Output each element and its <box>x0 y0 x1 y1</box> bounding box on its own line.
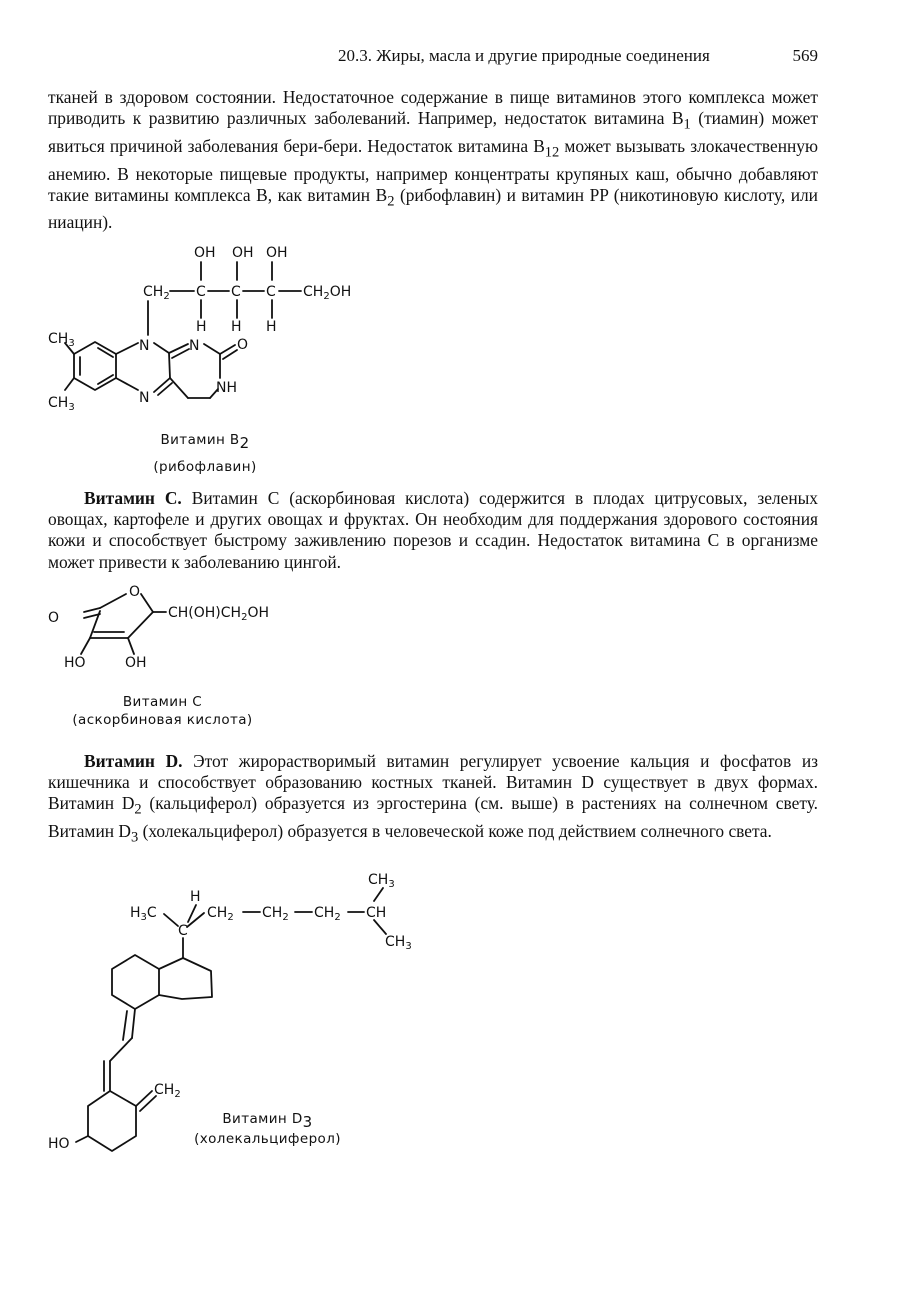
cholecalciferol-caption-common: (холекальциферол) <box>194 1131 341 1147</box>
triene-linker <box>104 1011 132 1091</box>
h3c-label: $H_3C$ <box>130 905 157 923</box>
ascorbic-caption-name: Витамин C <box>122 694 203 710</box>
c-label: C <box>231 284 241 300</box>
text-run: может вызывать злокачественную анемию. В некоторые пищевые продукты, например концентраты крупяных каш, обычно добавляют такие витамины комплекса B, как витамин B <box>48 135 818 205</box>
ch3-label: $CH_3$ <box>385 934 412 952</box>
c-label: C <box>266 284 276 300</box>
h-label: H <box>196 319 207 335</box>
riboflavin-caption-name: Витамин $B_2$ <box>160 432 250 452</box>
c-label: C <box>196 284 206 300</box>
section-title: 20.3. Жиры, масла и другие природные соединения <box>338 46 710 65</box>
oh-label: OH <box>125 655 147 671</box>
ascorbic-caption-common: (аскорбиновая кислота) <box>72 712 253 728</box>
subscript: 2 <box>387 193 395 210</box>
ch2-label: $CH_2$ <box>314 905 341 923</box>
text-run: Этот жирорастворимый витамин регулирует усвоение кальция и фосфатов из кишечника и способствует образованию костных тканей. Витамин D существует в двух формах. Витамин D <box>48 751 819 814</box>
subscript: 3 <box>130 829 139 846</box>
text-run: (рибофлавин) и витамин PP (никотиновую кислоту, или ниацин). <box>48 184 818 233</box>
h-label: H <box>231 319 242 335</box>
cholecalciferol-caption-name: Витамин $D_3$ <box>222 1111 313 1131</box>
subscript: 2 <box>134 801 142 818</box>
ho-label: HO <box>64 655 86 671</box>
cd-ring-system <box>112 955 212 1038</box>
text-run: (кальциферол) образуется из эргостерина (см. выше) в растениях на солнечном свету. Витамин D <box>48 793 818 842</box>
carbonyl-o-label: O <box>48 610 60 626</box>
oh-label: OH <box>232 245 254 261</box>
text-run: Витамин C (аскорбиновая кислота) содержится в плодах цитрусовых, зеленых овощах, картофеле и других овощах и фруктах. Он необходим для поддержания здорового состояния кожи и способствует быстрому заживлению порезов и ссадин. Недостаток витамина C в организме может привести к заболеванию цингой. <box>48 488 819 572</box>
text-run: тканей в здоровом состоянии. Недостаточное содержание в пище витаминов этого комплекса может приводить к развитию различных заболеваний. Например, недостаток витамина B <box>48 87 818 129</box>
text-run: (тиамин) может явиться причиной заболевания бери-бери. Недостаток витамина B <box>48 108 818 156</box>
ch-label: CH <box>366 905 387 921</box>
ch2oh-label: $CH_2OH$ <box>303 284 352 302</box>
ch2-label: $CH_2$ <box>154 1082 181 1100</box>
ch3-label: $CH_3$ <box>48 395 75 413</box>
ch2-label: $CH_2$ <box>143 284 170 302</box>
c-label: C <box>178 923 188 939</box>
ch2-label: $CH_2$ <box>207 905 234 923</box>
n-label: N <box>139 338 150 354</box>
paragraph-heading: Витамин C. <box>84 488 182 508</box>
a-ring <box>48 1082 181 1152</box>
n-label: N <box>189 338 200 354</box>
page-number: 569 <box>792 46 818 65</box>
side-chain-label: $CH(OH)CH_2OH$ <box>168 605 269 623</box>
nh-label: NH <box>216 380 237 396</box>
n-label: N <box>139 390 150 406</box>
paragraph-heading: Витамин D. <box>84 751 183 771</box>
side-chain <box>130 872 412 958</box>
text-run: (холекальциферол) образуется в человеческой коже под действием солнечного света. <box>138 821 772 842</box>
riboflavin-caption-common: (рибофлавин) <box>153 459 257 475</box>
o-label: O <box>237 337 249 353</box>
ring-oxygen-label: O <box>129 584 141 600</box>
ch3-label: $CH_3$ <box>48 331 75 349</box>
h-label: H <box>190 889 201 905</box>
subscript: 12 <box>544 144 560 161</box>
ch3-label: $CH_3$ <box>368 872 395 890</box>
oh-label: OH <box>266 245 288 261</box>
oh-label: OH <box>194 245 216 261</box>
ho-label: HO <box>48 1136 70 1152</box>
ch2-label: $CH_2$ <box>262 905 289 923</box>
subscript: 1 <box>683 116 691 133</box>
h-label: H <box>266 319 277 335</box>
